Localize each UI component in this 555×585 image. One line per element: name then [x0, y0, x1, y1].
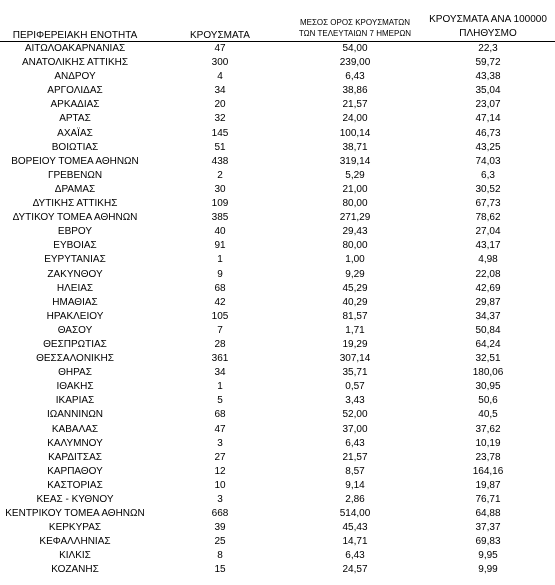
cell-per100k: 180,06	[472, 367, 504, 379]
table-row	[0, 394, 555, 408]
table-row	[0, 479, 555, 493]
cell-per100k: 35,04	[475, 85, 501, 97]
cell-per100k: 22,08	[475, 268, 501, 280]
cell-avg7: 0,57	[345, 381, 365, 393]
cell-region: ΚΕΝΤΡΙΚΟΥ ΤΟΜΕΑ ΑΘΗΝΩΝ	[5, 508, 145, 520]
cell-cases: 1	[217, 381, 223, 393]
cell-cases: 2	[217, 169, 223, 181]
cell-region: ΗΡΑΚΛΕΙΟΥ	[46, 310, 104, 322]
table-row	[0, 408, 555, 422]
cell-cases: 3	[217, 437, 223, 449]
table-body	[0, 42, 555, 578]
table-row	[0, 549, 555, 563]
cell-region: ΒΟΙΩΤΙΑΣ	[51, 141, 99, 153]
cell-region: ΒΟΡΕΙΟΥ ΤΟΜΕΑ ΑΘΗΝΩΝ	[11, 155, 139, 167]
cell-avg7: 1,71	[345, 324, 365, 336]
header-region: ΠΕΡΙΦΕΡΕΙΑΚΗ ΕΝΟΤΗΤΑ	[12, 30, 138, 41]
cell-per100k: 30,95	[475, 381, 501, 393]
cell-cases: 15	[214, 564, 226, 576]
table-row	[0, 563, 555, 577]
cell-cases: 28	[214, 338, 226, 350]
cell-cases: 438	[211, 155, 229, 167]
table-row	[0, 451, 555, 465]
cell-avg7: 40,29	[342, 296, 368, 308]
cell-avg7: 14,71	[342, 536, 368, 548]
table-row	[0, 253, 555, 267]
cell-cases: 300	[211, 57, 229, 69]
cell-per100k: 27,04	[475, 226, 501, 238]
cell-region: ΚΕΡΚΥΡΑΣ	[48, 522, 102, 534]
table-row	[0, 98, 555, 112]
cell-region: ΘΗΡΑΣ	[58, 367, 92, 379]
cell-avg7: 307,14	[339, 353, 371, 365]
table-row	[0, 338, 555, 352]
table-row	[0, 535, 555, 549]
cell-avg7: 21,57	[342, 451, 368, 463]
cell-cases: 361	[211, 353, 229, 365]
cell-per100k: 59,72	[475, 57, 501, 69]
cell-region: ΗΛΕΙΑΣ	[56, 282, 94, 294]
cell-region: ΑΙΤΩΛΟΑΚΑΡΝΑΝΙΑΣ	[24, 43, 126, 54]
cell-cases: 47	[214, 43, 226, 54]
table-row	[0, 324, 555, 338]
cell-region: ΚΙΛΚΙΣ	[59, 550, 91, 562]
cell-region: ΚΑΡΔΙΤΣΑΣ	[48, 451, 102, 463]
table-row	[0, 366, 555, 380]
table-row	[0, 169, 555, 183]
cell-region: ΚΟΖΑΝΗΣ	[51, 564, 99, 576]
cell-cases: 4	[217, 71, 223, 83]
cell-per100k: 43,25	[475, 141, 501, 153]
cell-cases: 105	[211, 310, 229, 322]
cell-avg7: 514,00	[339, 508, 371, 520]
cell-per100k: 19,87	[475, 479, 501, 491]
cell-avg7: 45,43	[342, 522, 368, 534]
cell-region: ΑΝΑΤΟΛΙΚΗΣ ΑΤΤΙΚΗΣ	[21, 57, 129, 69]
table-row	[0, 437, 555, 451]
cell-avg7: 6,43	[345, 71, 365, 83]
cell-cases: 40	[214, 226, 226, 238]
cell-avg7: 9,29	[345, 268, 365, 280]
table-row	[0, 507, 555, 521]
table-row	[0, 310, 555, 324]
table-row	[0, 84, 555, 98]
cell-avg7: 52,00	[342, 409, 368, 421]
cell-cases: 109	[211, 198, 229, 210]
cell-per100k: 74,03	[475, 155, 501, 167]
cell-per100k: 30,52	[475, 183, 501, 195]
cell-cases: 20	[214, 99, 226, 111]
cell-avg7: 19,29	[342, 338, 368, 350]
cell-avg7: 80,00	[342, 240, 368, 252]
cell-region: ΘΕΣΣΑΛΟΝΙΚΗΣ	[36, 353, 114, 365]
table-row	[0, 296, 555, 310]
cell-cases: 25	[214, 536, 226, 548]
cell-per100k: 9,95	[478, 550, 498, 562]
cell-per100k: 10,19	[475, 437, 501, 449]
cell-region: ΙΩΑΝΝΙΝΩΝ	[46, 409, 104, 421]
table-row	[0, 225, 555, 239]
table-row	[0, 183, 555, 197]
cell-region: ΘΑΣΟΥ	[57, 324, 93, 336]
cell-cases: 32	[214, 113, 226, 125]
cell-region: ΑΡΚΑΔΙΑΣ	[50, 99, 100, 111]
cell-cases: 385	[211, 212, 229, 224]
cell-per100k: 34,37	[475, 310, 501, 322]
cell-cases: 9	[217, 268, 223, 280]
cell-cases: 12	[214, 465, 226, 477]
cell-per100k: 164,16	[472, 465, 504, 477]
cell-cases: 34	[214, 85, 226, 97]
cell-avg7: 24,57	[342, 564, 368, 576]
cell-cases: 30	[214, 183, 226, 195]
cell-cases: 68	[214, 409, 226, 421]
cell-cases: 42	[214, 296, 226, 308]
cell-per100k: 32,51	[475, 353, 501, 365]
table-row	[0, 112, 555, 126]
cell-cases: 3	[217, 494, 223, 505]
table-row	[0, 380, 555, 394]
cell-region: ΗΜΑΘΙΑΣ	[52, 296, 98, 308]
cell-cases: 1	[217, 254, 223, 266]
cell-region: ΕΥΡΥΤΑΝΙΑΣ	[44, 254, 106, 266]
cell-avg7: 6,43	[345, 437, 365, 449]
table-row	[0, 42, 555, 56]
cell-avg7: 9,14	[345, 479, 365, 491]
table-row	[0, 493, 555, 507]
cell-per100k: 76,71	[475, 494, 501, 505]
cell-region: ΚΕΑΣ - ΚΥΘΝΟΥ	[36, 494, 114, 505]
cell-region: ΓΡΕΒΕΝΩΝ	[47, 169, 103, 181]
cell-region: ΑΡΤΑΣ	[59, 113, 91, 125]
table-row	[0, 127, 555, 141]
table-row	[0, 352, 555, 366]
cell-cases: 7	[217, 324, 223, 336]
cell-cases: 668	[211, 508, 229, 520]
cell-region: ΚΑΣΤΟΡΙΑΣ	[47, 479, 103, 491]
cell-avg7: 5,29	[345, 169, 365, 181]
cell-region: ΙΚΑΡΙΑΣ	[55, 395, 95, 407]
cell-region: ΔΥΤΙΚΗΣ ΑΤΤΙΚΗΣ	[32, 198, 118, 210]
cell-avg7: 80,00	[342, 198, 368, 210]
cell-cases: 68	[214, 282, 226, 294]
cell-per100k: 37,37	[475, 522, 501, 534]
table-row	[0, 282, 555, 296]
cell-cases: 34	[214, 367, 226, 379]
cell-cases: 10	[214, 479, 226, 491]
cell-per100k: 67,73	[475, 198, 501, 210]
cell-per100k: 64,88	[475, 508, 501, 520]
table-row	[0, 211, 555, 225]
cell-avg7: 24,00	[342, 113, 368, 125]
header-avg7-line2: ΤΩΝ ΤΕΛΕΥΤΑΙΩΝ 7 ΗΜΕΡΩΝ	[298, 29, 412, 38]
header-avg7-line1: ΜΕΣΟΣ ΟΡΟΣ ΚΡΟΥΣΜΑΤΩΝ	[299, 18, 411, 27]
cell-per100k: 4,98	[478, 254, 498, 266]
cell-per100k: 50,84	[475, 324, 501, 336]
cell-region: ΖΑΚΥΝΘΟΥ	[47, 268, 103, 280]
cell-region: ΔΡΑΜΑΣ	[54, 183, 96, 195]
table-row	[0, 465, 555, 479]
cell-cases: 47	[214, 423, 226, 435]
cell-per100k: 40,5	[478, 409, 498, 421]
cell-region: ΔΥΤΙΚΟΥ ΤΟΜΕΑ ΑΘΗΝΩΝ	[12, 212, 138, 224]
header-cases: ΚΡΟΥΣΜΑΤΑ	[190, 30, 250, 41]
cell-per100k: 64,24	[475, 338, 501, 350]
table-row	[0, 197, 555, 211]
table-row	[0, 141, 555, 155]
cell-avg7: 6,43	[345, 550, 365, 562]
cell-per100k: 23,07	[475, 99, 501, 111]
cell-per100k: 43,17	[475, 240, 501, 252]
cell-region: ΕΥΒΟΙΑΣ	[53, 240, 97, 252]
cell-region: ΑΧΑΪΑΣ	[57, 127, 93, 139]
cell-per100k: 43,38	[475, 71, 501, 83]
cell-region: ΚΑΛΥΜΝΟΥ	[47, 437, 103, 449]
table-row	[0, 521, 555, 535]
cell-cases: 91	[214, 240, 226, 252]
cell-per100k: 29,87	[475, 296, 501, 308]
cell-avg7: 100,14	[339, 127, 371, 139]
cell-avg7: 29,43	[342, 226, 368, 238]
cell-region: ΑΝΔΡΟΥ	[54, 71, 96, 83]
cell-avg7: 1,00	[345, 254, 365, 266]
cell-avg7: 3,43	[345, 395, 365, 407]
cell-cases: 5	[217, 395, 223, 407]
header-per100k	[418, 13, 555, 41]
cell-per100k: 23,78	[475, 451, 501, 463]
cell-per100k: 69,83	[475, 536, 501, 548]
table-row	[0, 423, 555, 437]
cell-region: ΚΕΦΑΛΛΗΝΙΑΣ	[39, 536, 111, 548]
header-per100k-line1: ΚΡΟΥΣΜΑΤΑ ΑΝΑ 100000	[429, 14, 547, 25]
cell-avg7: 239,00	[339, 57, 371, 69]
cell-per100k: 37,62	[475, 423, 501, 435]
cell-region: ΘΕΣΠΡΩΤΙΑΣ	[43, 338, 107, 350]
table-row	[0, 239, 555, 253]
cell-per100k: 47,14	[475, 113, 501, 125]
cell-region: ΑΡΓΟΛΙΔΑΣ	[47, 85, 103, 97]
table-row	[0, 70, 555, 84]
cell-cases: 145	[211, 127, 229, 139]
cell-avg7: 81,57	[342, 310, 368, 322]
cell-avg7: 319,14	[339, 155, 371, 167]
cell-per100k: 42,69	[475, 282, 501, 294]
cell-avg7: 21,00	[342, 183, 368, 195]
cell-avg7: 8,57	[345, 465, 365, 477]
cell-avg7: 271,29	[339, 212, 371, 224]
cell-per100k: 46,73	[475, 127, 501, 139]
cell-avg7: 2,86	[345, 494, 365, 505]
cell-avg7: 38,71	[342, 141, 368, 153]
cell-region: ΕΒΡΟΥ	[57, 226, 93, 238]
cell-avg7: 54,00	[342, 43, 368, 54]
cell-region: ΚΑΒΑΛΑΣ	[51, 423, 99, 435]
cell-region: ΚΑΡΠΑΘΟΥ	[47, 465, 103, 477]
header-per100k-line2: ΠΛΗΘΥΣΜΟ	[459, 28, 517, 39]
table-row	[0, 56, 555, 70]
cell-avg7: 38,86	[342, 85, 368, 97]
table-row	[0, 155, 555, 169]
cell-per100k: 22,3	[478, 43, 498, 54]
cell-cases: 27	[214, 451, 226, 463]
cell-per100k: 50,6	[478, 395, 498, 407]
cell-cases: 39	[214, 522, 226, 534]
cell-cases: 8	[217, 550, 223, 562]
cell-avg7: 37,00	[342, 423, 368, 435]
cell-per100k: 9,99	[478, 564, 498, 576]
cell-per100k: 78,62	[475, 212, 501, 224]
cell-avg7: 21,57	[342, 99, 368, 111]
table-row	[0, 268, 555, 282]
cell-avg7: 45,29	[342, 282, 368, 294]
header-avg7	[285, 17, 425, 39]
cell-avg7: 35,71	[342, 367, 368, 379]
cell-per100k: 6,3	[481, 169, 495, 181]
cell-region: ΙΘΑΚΗΣ	[56, 381, 94, 393]
cell-cases: 51	[214, 141, 226, 153]
